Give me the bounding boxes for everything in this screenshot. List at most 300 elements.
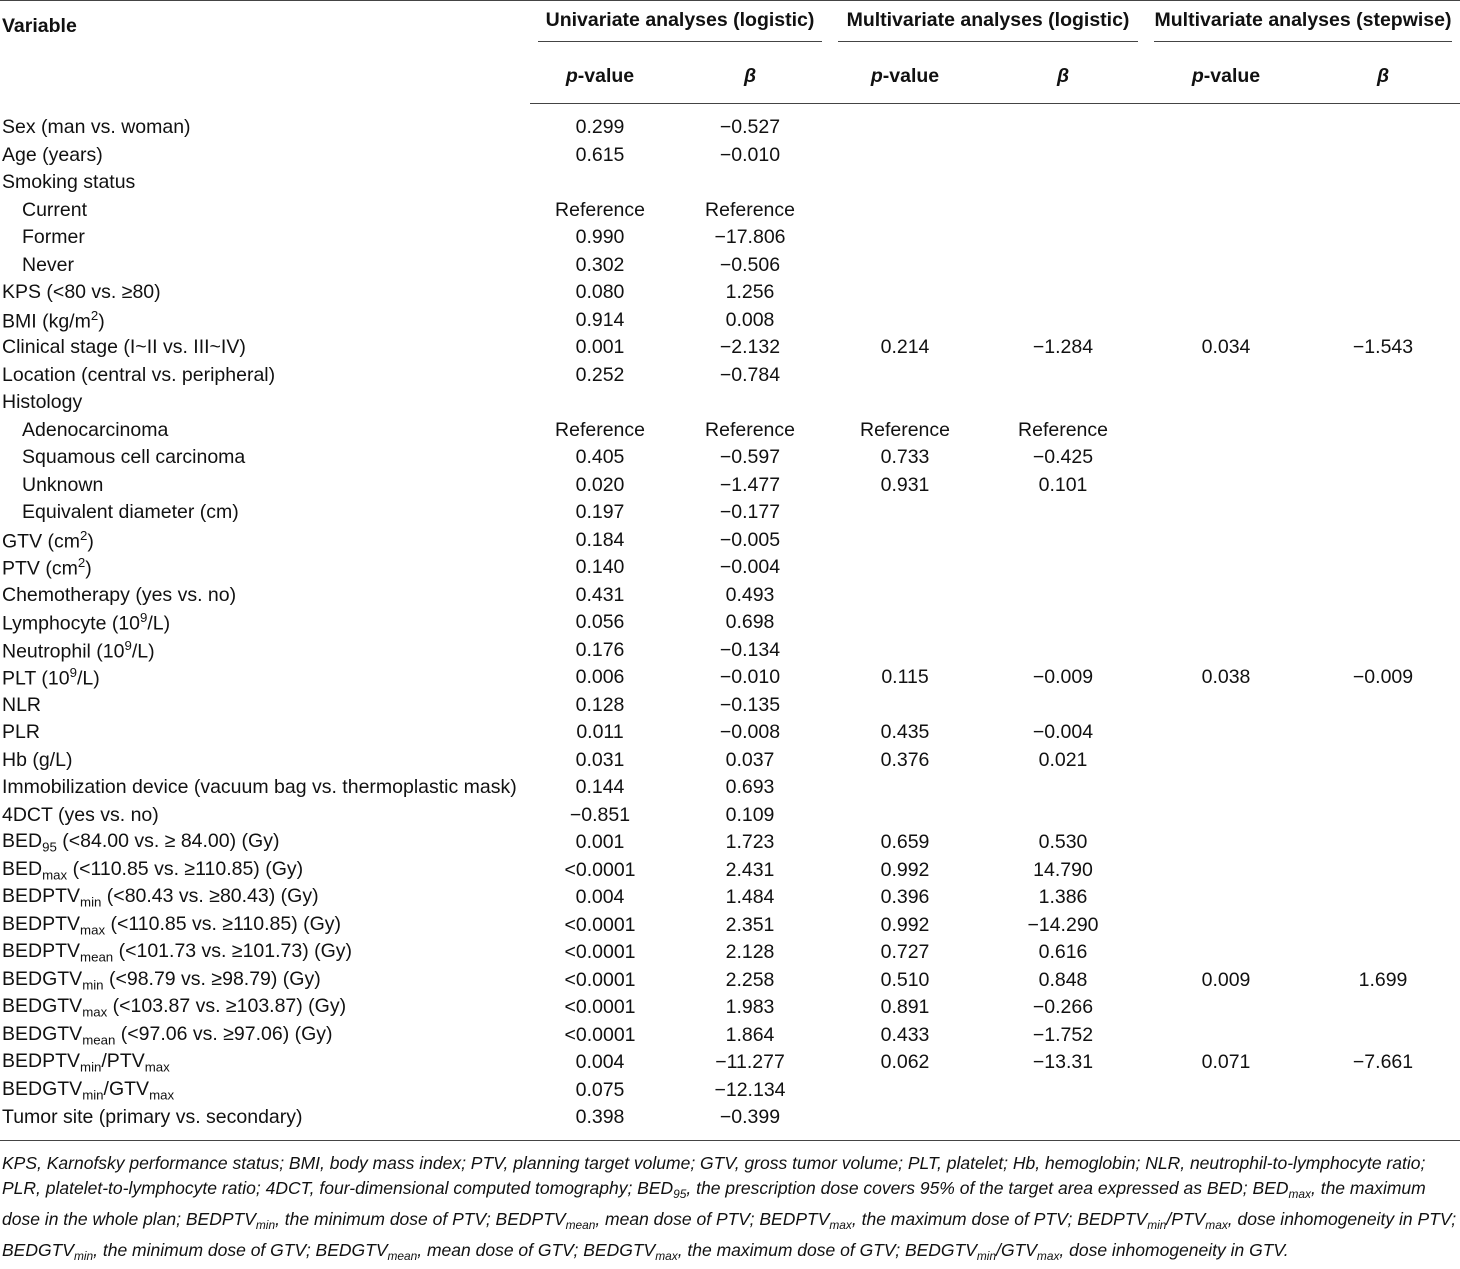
table-row: [0, 912, 1460, 940]
table-cell: −0.527: [719, 116, 781, 139]
table-cell: 0.698: [725, 611, 775, 634]
table-cell: <0.0001: [564, 941, 636, 964]
table-cell: Reference: [1018, 418, 1108, 441]
table-cell: Reference: [555, 198, 645, 221]
table-cell: −1.284: [1032, 336, 1094, 359]
table-cell: [1306, 1022, 1460, 1050]
table-cell: −0.266: [1032, 996, 1094, 1019]
table-cell: 0.891: [880, 996, 930, 1019]
table-cell: 0.197: [575, 501, 625, 524]
table-cell: [980, 609, 1146, 637]
row-label: PLR: [2, 721, 40, 744]
table-row: [0, 362, 1460, 390]
row-label: $BEDGTV_{max}$ (<103.87 vs. ≥103.87) (Gy): [2, 995, 347, 1021]
table-cell: [1306, 362, 1460, 390]
table-cell: [980, 1104, 1146, 1140]
table-cell: 0.176: [575, 638, 625, 661]
table-cell: [980, 224, 1146, 252]
table-cell: 0.144: [575, 776, 625, 799]
table-body: [0, 104, 1460, 1141]
table-cell: [1306, 637, 1460, 665]
table-cell: −1.752: [1032, 1023, 1094, 1046]
table-cell: [1306, 719, 1460, 747]
row-label: Squamous cell carcinoma: [22, 446, 246, 469]
table-cell: [830, 582, 980, 610]
table-row: [0, 1104, 1460, 1140]
table-row: [0, 554, 1460, 582]
table-cell: 0.990: [575, 226, 625, 249]
table-cell: [1306, 307, 1460, 335]
table-cell: −0.004: [1032, 721, 1094, 744]
table-cell: [830, 1104, 980, 1140]
table-row: [0, 1049, 1460, 1077]
table-cell: [1146, 609, 1306, 637]
header-p-value: p-value: [530, 49, 670, 104]
table-cell: [1146, 142, 1306, 170]
table-cell: −2.132: [719, 336, 781, 359]
table-cell: [830, 692, 980, 720]
row-label: Age (years): [2, 143, 103, 166]
table-cell: [980, 774, 1146, 802]
table-cell: −11.277: [715, 1051, 785, 1074]
table-cell: 0.001: [575, 831, 625, 854]
table-cell: 0.693: [725, 776, 775, 799]
table-cell: [1306, 582, 1460, 610]
table-cell: [980, 104, 1146, 142]
row-label: $BED_{95}$ (<84.00 vs. ≥ 84.00) (Gy): [2, 830, 280, 856]
table-cell: [1306, 472, 1460, 500]
table-row: [0, 1077, 1460, 1105]
table-cell: [1146, 912, 1306, 940]
table-cell: 0.011: [576, 721, 624, 744]
table-cell: 0.616: [1038, 941, 1088, 964]
row-label: $BEDPTV_{min}$ (<80.43 vs. ≥80.43) (Gy): [2, 885, 319, 911]
table-cell: 0.530: [1038, 831, 1088, 854]
table-cell: [670, 169, 830, 197]
table-cell: [830, 169, 980, 197]
table-cell: [980, 582, 1146, 610]
table-cell: <0.0001: [564, 1023, 636, 1046]
table-cell: 0.992: [880, 858, 930, 881]
table-cell: 2.258: [725, 968, 775, 991]
header-p-value: p-value: [830, 49, 980, 104]
table-cell: [830, 142, 980, 170]
table-row: [0, 857, 1460, 885]
table-cell: [1306, 912, 1460, 940]
table-cell: [1146, 252, 1306, 280]
table-row: [0, 994, 1460, 1022]
table-cell: 0.431: [575, 583, 625, 606]
table-cell: [1306, 389, 1460, 417]
table-cell: [1306, 1077, 1460, 1105]
table-row: [0, 967, 1460, 995]
table-row: [0, 692, 1460, 720]
table-cell: [1306, 554, 1460, 582]
table-cell: 0.433: [880, 1023, 930, 1046]
table-cell: [1146, 389, 1306, 417]
table-row: [0, 389, 1460, 417]
table-cell: [1306, 444, 1460, 472]
table-cell: 0.037: [725, 748, 775, 771]
table-row: [0, 472, 1460, 500]
table-row: [0, 197, 1460, 225]
table-row: [0, 719, 1460, 747]
table-cell: [980, 527, 1146, 555]
table-cell: 0.020: [575, 473, 625, 496]
table-cell: [1306, 939, 1460, 967]
table-cell: [1306, 884, 1460, 912]
table-cell: −0.010: [719, 143, 781, 166]
table-cell: −0.009: [1032, 666, 1094, 689]
table-row: [0, 142, 1460, 170]
table-cell: 0.931: [880, 473, 930, 496]
table-cell: [980, 169, 1146, 197]
table-row: [0, 884, 1460, 912]
row-label: Lymphocyte $(10^9/L)$: [2, 610, 171, 635]
table-cell: 0.109: [725, 803, 775, 826]
table-cell: [1146, 637, 1306, 665]
table-cell: [980, 279, 1146, 307]
table-row: [0, 774, 1460, 802]
table-cell: [830, 554, 980, 582]
table-cell: [1306, 417, 1460, 445]
table-cell: [1306, 829, 1460, 857]
row-label: $BEDPTV_{min}/PTV_{max}$: [2, 1050, 170, 1076]
row-label: Equivalent diameter (cm): [22, 501, 239, 524]
table-cell: 0.031: [575, 748, 625, 771]
table-cell: Reference: [860, 418, 950, 441]
row-label: $BEDGTV_{mean}$ (<97.06 vs. ≥97.06) (Gy): [2, 1022, 333, 1048]
table-cell: [1146, 499, 1306, 527]
table-cell: 2.128: [725, 941, 775, 964]
table-cell: [1146, 802, 1306, 830]
table-cell: [1146, 307, 1306, 335]
table-cell: 0.062: [880, 1051, 930, 1074]
table-row: [0, 939, 1460, 967]
table-cell: 2.431: [725, 858, 775, 881]
table-cell: [1146, 1077, 1306, 1105]
table-cell: [980, 142, 1146, 170]
table-cell: 1.723: [725, 831, 775, 854]
table-cell: [1146, 472, 1306, 500]
table-cell: [1146, 884, 1306, 912]
table-cell: [1306, 1104, 1460, 1140]
header-variable: Variable: [0, 1, 530, 104]
table-cell: −0.005: [719, 528, 781, 551]
row-label: $BEDPTV_{mean}$ (<101.73 vs. ≥101.73) (Gy): [2, 940, 353, 966]
table-row: [0, 829, 1460, 857]
table-cell: [830, 252, 980, 280]
table-cell: [1146, 554, 1306, 582]
table-cell: −17.806: [714, 226, 786, 249]
row-label: GTV $(cm^2)$: [2, 527, 94, 552]
table-cell: [530, 169, 670, 197]
row-label: Current: [22, 198, 88, 221]
table-cell: [1146, 527, 1306, 555]
table-row: [0, 444, 1460, 472]
table-cell: 2.351: [725, 913, 775, 936]
header-group-multivariate-stepwise: Multivariate analyses (stepwise): [1146, 1, 1460, 50]
table-cell: 0.435: [880, 721, 930, 744]
table-row: [0, 279, 1460, 307]
table-cell: 1.386: [1038, 886, 1088, 909]
table-cell: [980, 307, 1146, 335]
table-cell: 0.071: [1201, 1051, 1251, 1074]
table-cell: 0.398: [575, 1106, 625, 1129]
table-cell: −7.661: [1352, 1051, 1414, 1074]
table-row: [0, 1022, 1460, 1050]
table-cell: 0.001: [575, 336, 625, 359]
table-row: [0, 224, 1460, 252]
table-cell: [1306, 279, 1460, 307]
row-label: PTV $(cm^2)$: [2, 555, 92, 580]
table-cell: 0.493: [725, 583, 775, 606]
table-cell: Reference: [705, 198, 795, 221]
table-cell: [1146, 774, 1306, 802]
table-cell: [1306, 857, 1460, 885]
row-label: Never: [22, 253, 75, 276]
table-cell: [1146, 692, 1306, 720]
table-row: [0, 169, 1460, 197]
table-cell: 0.034: [1201, 336, 1251, 359]
table-cell: −0.597: [719, 446, 781, 469]
header-beta: β: [980, 49, 1146, 104]
table-cell: 1.256: [725, 281, 775, 304]
table-cell: [1306, 169, 1460, 197]
table-cell: [1306, 609, 1460, 637]
row-label: Neutrophil $(10^9/L)$: [2, 637, 155, 662]
row-label: KPS (<80 vs. ≥80): [2, 281, 161, 304]
table-header: [0, 1, 1460, 104]
table-cell: 0.004: [575, 886, 625, 909]
table-cell: [1306, 499, 1460, 527]
table-cell: [980, 1077, 1146, 1105]
row-label: Location (central vs. peripheral): [2, 363, 276, 386]
table-cell: −0.177: [719, 501, 781, 524]
table-cell: −12.134: [714, 1078, 786, 1101]
table-cell: [1146, 994, 1306, 1022]
table-cell: [1146, 939, 1306, 967]
table-cell: <0.0001: [564, 858, 636, 881]
table-cell: 0.914: [575, 308, 625, 331]
table-cell: <0.0001: [564, 996, 636, 1019]
table-cell: [830, 1077, 980, 1105]
table-cell: [830, 104, 980, 142]
table-cell: [980, 197, 1146, 225]
table-cell: [1306, 197, 1460, 225]
table-cell: 0.006: [575, 666, 625, 689]
header-beta: β: [1306, 49, 1460, 104]
table-cell: [980, 389, 1146, 417]
table-row: [0, 417, 1460, 445]
table-cell: 0.733: [880, 446, 930, 469]
table-cell: 0.848: [1038, 968, 1088, 991]
table-cell: 0.075: [575, 1078, 625, 1101]
table-cell: −0.135: [719, 693, 781, 716]
table-cell: [1306, 224, 1460, 252]
table-cell: [830, 527, 980, 555]
table-cell: 0.101: [1038, 473, 1088, 496]
table-cell: 1.983: [725, 996, 775, 1019]
table-row: [0, 637, 1460, 665]
table-cell: −0.784: [719, 363, 781, 386]
header-group-multivariate-logistic: Multivariate analyses (logistic): [830, 1, 1146, 50]
table-cell: [670, 389, 830, 417]
table-cell: [530, 389, 670, 417]
table-cell: 0.727: [880, 941, 930, 964]
row-label: Clinical stage (I~II vs. III~IV): [2, 336, 246, 359]
table-cell: [830, 224, 980, 252]
table-cell: 0.396: [880, 886, 930, 909]
row-label: PLT $(10^9/L)$: [2, 665, 100, 690]
table-cell: [1146, 1022, 1306, 1050]
table-cell: −13.31: [1032, 1051, 1094, 1074]
table-cell: [1146, 444, 1306, 472]
table-row: [0, 307, 1460, 335]
table-cell: 0.004: [575, 1051, 625, 1074]
table-cell: −0.008: [719, 721, 781, 744]
table-cell: [1146, 857, 1306, 885]
table-cell: [830, 389, 980, 417]
table-cell: 1.484: [725, 886, 775, 909]
table-row: [0, 499, 1460, 527]
table-cell: [1146, 197, 1306, 225]
table-cell: 0.510: [880, 968, 930, 991]
table-cell: 1.864: [725, 1023, 775, 1046]
table-cell: [1146, 417, 1306, 445]
table-cell: [1146, 829, 1306, 857]
row-label: $BEDPTV_{max}$ (<110.85 vs. ≥110.85) (Gy): [2, 912, 342, 938]
table-cell: [830, 307, 980, 335]
table-cell: 0.992: [880, 913, 930, 936]
row-label: Adenocarcinoma: [22, 418, 169, 441]
table-row: [0, 104, 1460, 142]
header-beta: β: [670, 49, 830, 104]
table-cell: [1146, 169, 1306, 197]
table-cell: [1146, 104, 1306, 142]
row-label: Immobilization device (vacuum bag vs. thermoplastic mask): [2, 776, 517, 799]
table-cell: 0.302: [575, 253, 625, 276]
table-cell: [1146, 224, 1306, 252]
table-cell: −0.506: [719, 253, 781, 276]
row-label: Tumor site (primary vs. secondary): [2, 1106, 303, 1129]
header-p-value: p-value: [1146, 49, 1306, 104]
table-row: [0, 527, 1460, 555]
table-cell: [1146, 362, 1306, 390]
table-cell: [1146, 279, 1306, 307]
table-cell: 0.299: [575, 116, 625, 139]
table-cell: [830, 609, 980, 637]
table-cell: [980, 362, 1146, 390]
table-cell: 0.214: [880, 336, 930, 359]
table-cell: [830, 802, 980, 830]
table-cell: [1146, 582, 1306, 610]
row-label: $BEDGTV_{min}/GTV_{max}$: [2, 1077, 175, 1103]
table-row: [0, 334, 1460, 362]
table-row: [0, 802, 1460, 830]
table-cell: [1146, 1104, 1306, 1140]
table-cell: −0.004: [719, 556, 781, 579]
table-cell: 0.080: [575, 281, 625, 304]
table-cell: [980, 554, 1146, 582]
table-cell: 14.790: [1033, 858, 1093, 881]
row-label: NLR: [2, 693, 42, 716]
row-label: Hb (g/L): [2, 748, 73, 771]
table-cell: [1306, 692, 1460, 720]
row-label: $BEDGTV_{min}$ (<98.79 vs. ≥98.79) (Gy): [2, 967, 321, 993]
table-cell: 0.115: [881, 666, 929, 689]
table-cell: 0.659: [880, 831, 930, 854]
table-cell: 0.140: [575, 556, 625, 579]
table-cell: [980, 802, 1146, 830]
table-row: [0, 609, 1460, 637]
table-cell: 0.405: [575, 446, 625, 469]
table-cell: 0.021: [1038, 748, 1088, 771]
table-cell: [830, 774, 980, 802]
table-cell: [830, 637, 980, 665]
table-cell: [1306, 252, 1460, 280]
table-row: [0, 582, 1460, 610]
table-cell: [1306, 747, 1460, 775]
table-cell: [830, 197, 980, 225]
table-cell: [1306, 802, 1460, 830]
header-group-univariate: Univariate analyses (logistic): [530, 1, 830, 50]
table-cell: Reference: [555, 418, 645, 441]
table-cell: 0.252: [575, 363, 625, 386]
row-label: Former: [22, 226, 85, 249]
table-cell: <0.0001: [564, 913, 636, 936]
row-label: Sex (man vs. woman): [2, 116, 191, 138]
table-cell: −1.477: [719, 473, 781, 496]
table-cell: 0.128: [575, 693, 625, 716]
table-cell: [1146, 719, 1306, 747]
table-cell: Reference: [705, 418, 795, 441]
table-cell: −0.399: [719, 1106, 781, 1129]
table-cell: [1306, 142, 1460, 170]
table-row: [0, 664, 1460, 692]
table-cell: [1306, 774, 1460, 802]
table-cell: −1.543: [1352, 336, 1414, 359]
table-cell: [830, 499, 980, 527]
table-cell: [980, 692, 1146, 720]
table-cell: [1306, 527, 1460, 555]
table-cell: [1146, 747, 1306, 775]
table-row: [0, 252, 1460, 280]
table-cell: −0.851: [569, 803, 631, 826]
table-cell: −0.009: [1352, 666, 1414, 689]
table-footnote: KPS, Karnofsky performance status; BMI, body mass index; PTV, planning target volume; GTV, gross tumor volume; PLT, platelet; Hb, hemoglobin; NLR, neutrophil-to-lymphocyte ratio; PLR, platelet-to-lymphocyte ratio; 4DCT, four-dimensional computed tomography; $BED_{95}$, the prescription dose covers 95% of the target area expressed as BED; $BED_{max}$, the maximum dose in the whole plan; $BEDPTV_{min}$, the minimum dose of PTV; $BEDPTV_{mean}$, mean dose of PTV; $BEDPTV_{max}$, the maximum dose of PTV; $BEDPTV_{min}/PTV_{max}$, dose inhomogeneity in PTV; $BEDGTV_{min}$, the minimum dose of GTV; $BEDGTV_{mean}$, mean dose of GTV; $BEDGTV_{max}$, the maximum dose of GTV; $BEDGTV_{min}/GTV_{max}$, dose inhomogeneity in GTV.: [0, 1140, 1460, 1269]
row-label: Chemotherapy (yes vs. no): [2, 583, 237, 606]
row-label: Smoking status: [2, 171, 136, 194]
row-label: Unknown: [22, 473, 104, 496]
table-cell: −0.425: [1032, 446, 1094, 469]
table-cell: [980, 637, 1146, 665]
table-cell: 0.008: [725, 308, 775, 331]
table-cell: <0.0001: [564, 968, 636, 991]
table-cell: [980, 499, 1146, 527]
table-cell: −14.290: [1027, 913, 1099, 936]
row-label: $BED_{max}$ (<110.85 vs. ≥110.85) (Gy): [2, 857, 304, 883]
table-cell: [1306, 994, 1460, 1022]
table-cell: [830, 279, 980, 307]
table-cell: 0.038: [1201, 666, 1251, 689]
table-cell: −0.010: [719, 666, 781, 689]
table-cell: −0.134: [719, 638, 781, 661]
row-label: Histology: [2, 391, 83, 414]
table-cell: 1.699: [1358, 968, 1408, 991]
table-cell: [830, 362, 980, 390]
table-cell: [1306, 104, 1460, 142]
